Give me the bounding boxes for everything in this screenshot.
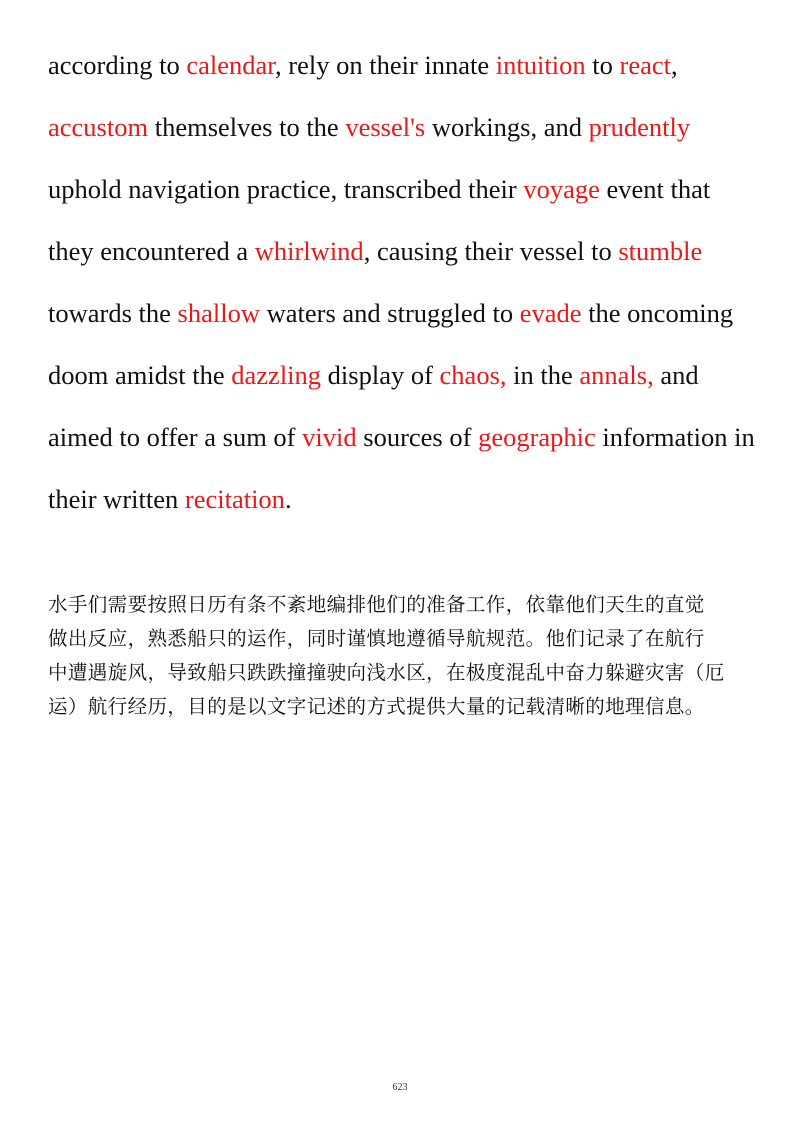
text-segment: in the (506, 360, 580, 390)
text-segment: their written (48, 484, 185, 514)
english-line (48, 468, 768, 530)
text-segment: , causing their vessel to (363, 236, 619, 266)
text-segment: to (585, 50, 620, 80)
chinese-line: 做出反应，熟悉船只的运作，同时谨慎地遵循导航规范。他们记录了在航行 (48, 627, 705, 650)
chinese-line: 中遭遇旋风，导致船只跌跌撞撞驶向浅水区，在极度混乱中奋力躲避灾害（厄 (48, 661, 725, 684)
text-segment: according to (48, 50, 187, 80)
text-segment: waters and struggled to (259, 298, 520, 328)
highlighted-word: annals, (579, 360, 654, 390)
highlighted-word: whirlwind (254, 236, 364, 266)
text-segment: uphold navigation practice, transcribed their (48, 174, 524, 204)
text-segment: sources of (356, 422, 479, 452)
highlighted-word: calendar (186, 50, 276, 80)
english-line (48, 282, 768, 344)
text-segment: aimed to offer a sum of (48, 422, 303, 452)
text-segment: themselves to the (148, 112, 346, 142)
text-segment: information in (595, 422, 755, 452)
text-segment: , (670, 50, 678, 80)
highlighted-word: intuition (495, 50, 586, 80)
highlighted-word: geographic (478, 422, 596, 452)
highlighted-word: evade (519, 298, 582, 328)
english-line (48, 406, 768, 468)
highlighted-word: dazzling (231, 360, 322, 390)
text-segment: towards the (48, 298, 178, 328)
highlighted-word: vessel's (345, 112, 426, 142)
chinese-paragraph (48, 588, 760, 724)
english-line (48, 158, 768, 220)
english-paragraph (48, 34, 768, 530)
text-segment: display of (321, 360, 440, 390)
highlighted-word: vivid (302, 422, 357, 452)
english-line (48, 96, 768, 158)
text-segment: event that (599, 174, 711, 204)
english-line (48, 220, 768, 282)
text-segment: , rely on their innate (275, 50, 496, 80)
text-segment: and (653, 360, 699, 390)
chinese-line: 水手们需要按照日历有条不紊地编排他们的准备工作，依靠他们天生的直觉 (48, 593, 705, 616)
text-segment: . (284, 484, 292, 514)
text-segment: they encountered a (48, 236, 255, 266)
chinese-line: 运）航行经历，目的是以文字记述的方式提供大量的记载清晰的地理信息。 (48, 695, 705, 718)
text-segment: workings, and (425, 112, 589, 142)
highlighted-word: chaos, (439, 360, 507, 390)
text-segment: doom amidst the (48, 360, 232, 390)
highlighted-word: prudently (588, 112, 691, 142)
highlighted-word: voyage (523, 174, 600, 204)
english-line (48, 34, 768, 96)
highlighted-word: recitation (184, 484, 285, 514)
highlighted-word: accustom (48, 112, 149, 142)
page-number: 623 (392, 1082, 408, 1093)
highlighted-word: stumble (618, 236, 703, 266)
english-line (48, 344, 768, 406)
text-segment: the oncoming (581, 298, 734, 328)
highlighted-word: shallow (177, 298, 260, 328)
highlighted-word: react (619, 50, 671, 80)
